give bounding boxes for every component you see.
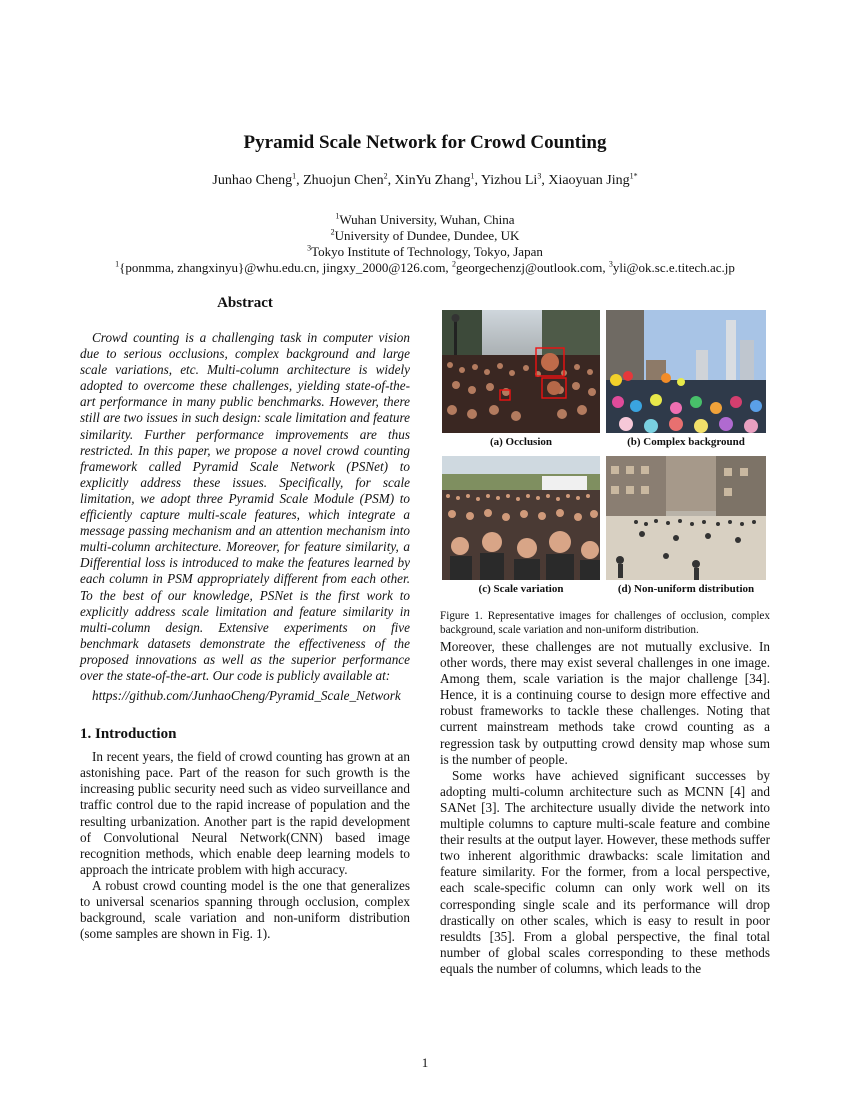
page-number: 1	[421, 1055, 429, 1070]
paragraph: Some works have achieved significant successes by adopting multi-column architecture such as MCNN [4] and SANet [3]. The architecture usually divide the network into multiple columns to capture multi-scale feature and combine their results at the output layer. However, these methods suffer two inherent algorithmic drawbacks: scale limitation and feature similarity. For the former, from a local perspective, each scale-specific column can only work well on its corresponding single scale and its performance will drop drastically on other scales, which is easy to result in poor resuldts [35]. From a global perspective, the final total number of global scales corresponding to these methods equals the number of columns, which leads to the	[440, 767, 770, 976]
author: Junhao Cheng$^1$,	[212, 171, 304, 188]
image-occlusion	[442, 310, 600, 433]
image-non-uniform-distribution	[606, 456, 766, 580]
author: Yizhou Li$^3$,	[480, 171, 549, 188]
abstract	[80, 330, 410, 704]
right-column-body	[440, 639, 770, 977]
paragraph: Moreover, these challenges are not mutually exclusive. In other words, there may exist several challenges in one image. Among them, scale variation is the major challenge [34]. Hence, it is a continuing course to design more effective and robust frameworks to tackle these challenges. Noting that current mainstream methods take crowd counting as a regression task by outputting crowd density map whose sum is the number of people.	[440, 639, 770, 767]
code-url[interactable]: https://github.com/JunhaoCheng/Pyramid_Scale_Network	[92, 688, 401, 704]
author: Zhuojun Chen$^2$,	[303, 171, 395, 188]
figure-1	[440, 308, 770, 608]
author-list	[0, 173, 850, 189]
author: Xiaoyuan Jing$^{1*}$	[548, 171, 638, 188]
email-line: $^1${ponmma, zhangxinyu}@whu.edu.cn, jingxy_2000@126.com, $^2$georgechenzj@outlook.com, $^3$yli@ok.sc.e.titech.ac.jp	[115, 259, 735, 275]
caption-scale-variation: (c) Scale variation	[478, 583, 564, 595]
right-column	[440, 308, 770, 977]
caption-complex-background: (b) Complex background	[627, 436, 745, 448]
image-complex-background	[606, 310, 766, 433]
image-scale-variation	[442, 456, 600, 580]
paragraph: In recent years, the field of crowd counting has grown at an astonishing pace. Part of the reason for such growth is the increasing public security need such as video surveillance and traffic control due to the rapid increase of population and the resulting urbanization. Another part is the rapid development of Convolutional Neural Network(CNN) based image recognition methods, which enable deep learning models to approach the intricate problem with high accuracy.	[80, 749, 410, 877]
left-column	[80, 295, 410, 942]
abstract-text: Crowd counting is a challenging task in computer vision due to serious occlusions, complex background and large scale variations, etc. Multi-column architecture is widely adopted to overcome these challenges, yielding state-of-the-art performance in many public benchmarks. However, there still are two issues in such design: scale limitation and feature similarity. Further performance improvements are thus restricted. In this paper, we propose a novel crowd counting framework called Pyramid Scale Network (PSNet) to explicitly address these issues. Specifically, for scale limitation, we adopt three Pyramid Scale Module (PSM) to efficiently capture multi-scale features, which integrate a message passing mechanism and an attention mechanism into multi-column architecture. Moreover, for feature similarity, a Differential loss is introduced to make the features learned by each column in PSM appropriately different from each other. To the best of our knowledge, PSNet is the first work to explicitly address scale limitation and feature similarity in multi-column design. Extensive experiments on five benchmark datasets demonstrate the effectiveness of the proposed innovations as well as the superior performance over the state-of-the-art. Our code is publicly available at:	[80, 330, 410, 683]
paragraph: A robust crowd counting model is the one that generalizes to universal scenarios spanning through occlusion, complex background, scale variation and non-uniform distribution (some samples are shown in Fig. 1).	[80, 877, 410, 942]
abstract-heading: Abstract	[217, 295, 273, 311]
affiliation-1: $^1$Wuhan University, Wuhan, China	[335, 211, 515, 227]
caption-occlusion: (a) Occlusion	[489, 436, 553, 448]
paper-title: Pyramid Scale Network for Crowd Counting	[243, 132, 607, 153]
caption-non-uniform-distribution: (d) Non-uniform distribution	[617, 583, 755, 595]
section-heading-introduction: 1. Introduction	[80, 726, 177, 743]
affiliations	[0, 212, 850, 276]
introduction-body	[80, 749, 410, 942]
figure-1-caption: Figure 1. Representative images for challenges of occlusion, complex background, scale variation and non-uniform distribution.	[440, 610, 770, 636]
author: XinYu Zhang$^1$,	[394, 171, 481, 188]
affiliation-3: $^3$Tokyo Institute of Technology, Tokyo, Japan	[307, 243, 543, 259]
affiliation-2: $^2$University of Dundee, Dundee, UK	[330, 227, 520, 243]
